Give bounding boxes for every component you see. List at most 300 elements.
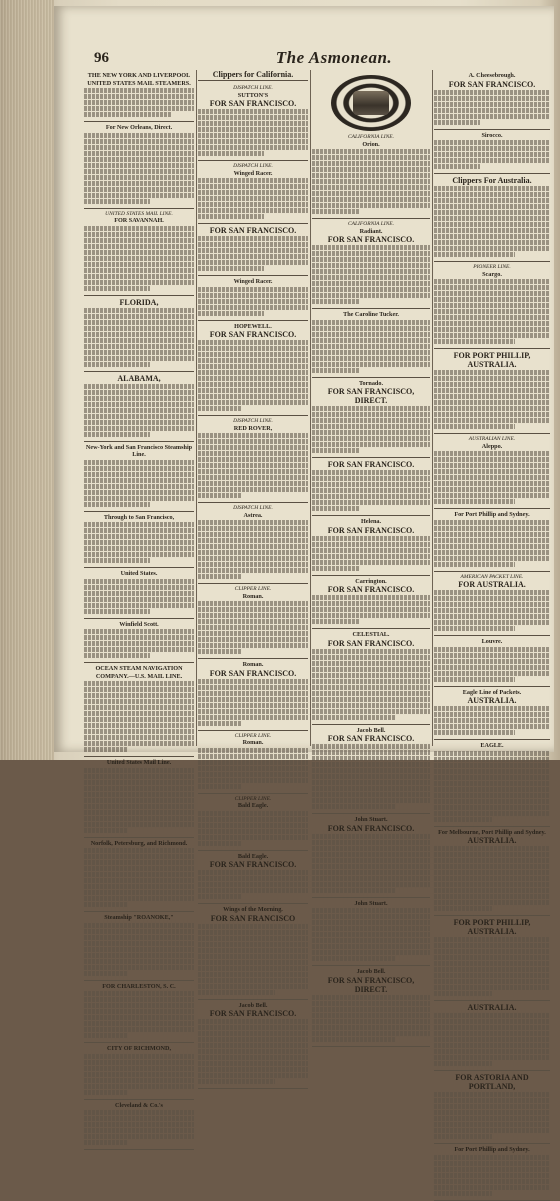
print-line: [84, 426, 194, 431]
print-line: [84, 262, 194, 267]
print-line: [312, 685, 430, 690]
print-line: [84, 522, 194, 527]
print-line: [198, 574, 242, 579]
ad-title: Carrington.: [355, 577, 387, 585]
advertisement: [84, 912, 194, 981]
print-line: [198, 305, 308, 310]
ad-title: CELESTIAL.: [352, 631, 390, 638]
print-line: [198, 1031, 308, 1036]
print-line: [84, 133, 194, 138]
print-line: [198, 772, 308, 777]
print-line: [434, 252, 515, 257]
print-line: [434, 406, 550, 411]
print-line: [84, 145, 194, 150]
print-line: [84, 558, 150, 563]
print-line: [198, 439, 308, 444]
ad-big: FOR SAN FRANCISCO.: [327, 525, 415, 535]
print-line: [84, 414, 194, 419]
advertisement: [312, 725, 430, 815]
print-line: [312, 804, 395, 809]
print-line: [312, 750, 430, 755]
print-line: [198, 942, 308, 947]
print-line: [84, 693, 194, 698]
print-line: [312, 275, 430, 280]
print-line: [434, 544, 550, 549]
print-line: [312, 1031, 430, 1036]
advertisement: [84, 512, 194, 569]
print-line: [198, 493, 242, 498]
print-line: [434, 811, 550, 816]
print-line: [312, 287, 430, 292]
print-line: [84, 585, 194, 590]
print-line: [84, 792, 194, 797]
print-line: [198, 463, 308, 468]
print-line: [198, 613, 308, 618]
print-line: [312, 852, 430, 857]
ad-title: Jacob Bell.: [238, 1001, 268, 1009]
print-line: [84, 735, 194, 740]
print-line: [84, 699, 194, 704]
print-line: [198, 760, 308, 765]
print-line: [434, 596, 550, 601]
print-line: [312, 500, 430, 505]
print-line: [312, 926, 430, 931]
advertisement: [434, 1071, 550, 1144]
print-line: [434, 451, 550, 456]
print-line: [312, 1025, 430, 1030]
print-line: [198, 481, 308, 486]
advertisement: [84, 663, 194, 757]
print-line: [312, 595, 430, 600]
print-line: [84, 729, 194, 734]
print-line: [312, 263, 430, 268]
ad-big: FOR AUSTRALIA.: [458, 580, 526, 589]
print-line: [312, 436, 430, 441]
print-line: [84, 396, 194, 401]
print-line: [434, 487, 550, 492]
print-line: [434, 805, 550, 810]
advertisement: [434, 262, 550, 349]
print-line: [434, 424, 515, 429]
print-line: [84, 923, 194, 928]
ad-ital: CLIPPER LINE.: [234, 586, 272, 592]
print-line: [434, 228, 550, 233]
print-line: [312, 858, 430, 863]
ad-title: Astrea.: [243, 511, 263, 519]
print-line: [434, 493, 550, 498]
print-line: [198, 637, 308, 642]
print-line: [434, 858, 550, 863]
print-line: [434, 602, 550, 607]
print-line: [312, 470, 430, 475]
print-line: [84, 1122, 194, 1127]
print-line: [84, 681, 194, 686]
print-line: [434, 677, 515, 682]
advertisement: [84, 70, 194, 122]
print-line: [312, 715, 395, 720]
print-line: [84, 1033, 128, 1038]
print-line: [198, 376, 308, 381]
print-line: [84, 747, 128, 752]
print-line: [312, 448, 359, 453]
print-line: [84, 157, 194, 162]
print-line: [434, 1019, 550, 1024]
print-line: [198, 457, 308, 462]
print-line: [198, 242, 308, 247]
print-line: [434, 370, 550, 375]
advertisement: [198, 321, 308, 417]
print-line: [198, 562, 308, 567]
print-line: [434, 817, 492, 822]
print-line: [434, 1110, 550, 1115]
ad-title: For Port Phillip and Sydney.: [454, 1146, 530, 1153]
print-line: [312, 251, 430, 256]
print-line: [84, 384, 194, 389]
ad-title: Cleveland & Co.'s: [115, 1101, 163, 1109]
print-line: [434, 769, 550, 774]
print-line: [84, 484, 194, 489]
print-line: [434, 339, 515, 344]
print-line: [198, 1067, 308, 1072]
print-line: [84, 193, 194, 198]
advertisement: [198, 659, 308, 731]
ad-big: FOR SAN FRANCISCO.: [448, 79, 536, 89]
print-line: [84, 1090, 128, 1095]
print-line: [434, 614, 550, 619]
print-line: [84, 1060, 194, 1065]
print-line: [198, 190, 308, 195]
print-line: [434, 532, 550, 537]
print-line: [434, 787, 550, 792]
print-line: [434, 108, 550, 113]
print-line: [84, 350, 194, 355]
column-rule: [432, 70, 433, 746]
print-line: [84, 106, 194, 111]
print-line: [84, 1116, 194, 1121]
print-line: [198, 475, 308, 480]
print-line: [84, 641, 194, 646]
print-line: [84, 810, 194, 815]
print-line: [84, 314, 194, 319]
print-line: [198, 346, 308, 351]
ad-title: Roman.: [242, 592, 264, 600]
print-line: [198, 978, 308, 983]
print-line: [84, 1009, 194, 1014]
print-line: [198, 930, 308, 935]
print-line: [312, 932, 430, 937]
print-line: [434, 556, 550, 561]
print-line: [84, 286, 150, 291]
advertisement: [84, 1100, 194, 1151]
ad-title: Eagle Line of Packets.: [462, 688, 522, 696]
print-line: [434, 114, 550, 119]
print-line: [198, 145, 308, 150]
print-line: [312, 320, 430, 325]
print-line: [312, 167, 430, 172]
print-line: [198, 625, 308, 630]
print-line: [84, 344, 194, 349]
advertisement: [312, 516, 430, 576]
print-line: [312, 655, 430, 660]
print-line: [198, 766, 308, 771]
print-line: [434, 864, 550, 869]
print-line: [198, 133, 308, 138]
print-line: [312, 350, 430, 355]
print-line: [84, 965, 194, 970]
print-line: [312, 995, 430, 1000]
ad-title: Wings of the Morning.: [223, 906, 283, 913]
print-line: [198, 784, 242, 789]
print-line: [198, 721, 242, 726]
print-line: [434, 1043, 550, 1048]
print-line: [312, 338, 430, 343]
print-line: [198, 984, 308, 989]
print-line: [198, 882, 308, 887]
print-line: [84, 100, 194, 105]
print-line: [84, 460, 194, 465]
print-line: [434, 469, 550, 474]
advertisement: [434, 349, 550, 434]
ad-title: FOR CHARLESTON, S. C.: [102, 982, 176, 990]
advertisement: [84, 838, 194, 913]
print-line: [198, 382, 308, 387]
print-line: [84, 362, 150, 367]
ad-ital: PIONEER LINE.: [473, 264, 511, 270]
print-line: [198, 1025, 308, 1030]
ad-title: HOPEWELL.: [234, 322, 272, 330]
print-line: [198, 254, 308, 259]
print-line: [312, 368, 359, 373]
print-line: [434, 1155, 550, 1160]
print-line: [84, 1027, 194, 1032]
print-line: [434, 246, 550, 251]
print-line: [84, 169, 194, 174]
print-line: [198, 520, 308, 525]
print-line: [198, 202, 308, 207]
ad-title: Sirocco.: [481, 131, 503, 139]
print-line: [434, 303, 550, 308]
print-line: [434, 499, 515, 504]
print-line: [312, 703, 430, 708]
print-line: [434, 463, 550, 468]
print-line: [198, 127, 308, 132]
print-line: [312, 506, 359, 511]
advertisement: [434, 827, 550, 917]
advertisement: [84, 757, 194, 838]
print-line: [84, 597, 194, 602]
print-line: [84, 432, 150, 437]
print-line: [434, 659, 550, 664]
print-line: [84, 502, 150, 507]
ad-title: Bald Eagle.: [237, 802, 269, 809]
print-line: [84, 854, 194, 859]
columns: [84, 70, 554, 1153]
print-line: [84, 872, 194, 877]
print-line: [84, 804, 194, 809]
print-line: [434, 1185, 550, 1190]
print-line: [434, 647, 550, 652]
print-line: [312, 406, 430, 411]
ad-big: FOR SAN FRANCISCO.: [209, 226, 297, 235]
advertisement: [84, 296, 194, 372]
print-line: [84, 609, 150, 614]
advertisement: [434, 687, 550, 741]
ad-big: FOR SAN FRANCISCO.: [209, 668, 297, 678]
print-line: [434, 781, 550, 786]
print-line: [312, 709, 430, 714]
print-line: [312, 281, 430, 286]
print-line: [312, 792, 430, 797]
print-line: [198, 1037, 308, 1042]
ad-title: OCEAN STEAM NAVIGATION COMPANY.—U.S. MAIL LINE.: [95, 665, 183, 680]
print-line: [84, 528, 194, 533]
print-line: [84, 1054, 194, 1059]
advertisement: [312, 378, 430, 459]
print-line: [198, 829, 308, 834]
print-line: [84, 941, 194, 946]
print-line: [312, 332, 430, 337]
column-rule: [196, 70, 197, 746]
print-line: [84, 860, 194, 865]
advertisement: [434, 174, 550, 262]
print-line: [84, 929, 194, 934]
print-line: [84, 1021, 194, 1026]
print-line: [434, 309, 550, 314]
print-line: [434, 1161, 550, 1166]
print-line: [434, 1173, 550, 1178]
print-line: [198, 870, 308, 875]
print-line: [312, 780, 430, 785]
print-line: [434, 315, 550, 320]
print-line: [198, 287, 308, 292]
print-line: [434, 222, 550, 227]
print-line: [198, 1049, 308, 1054]
print-line: [84, 1140, 128, 1145]
print-line: [198, 568, 308, 573]
print-line: [434, 1116, 550, 1121]
print-line: [198, 924, 308, 929]
ad-big: FOR SAN FRANCISCO, DIRECT.: [327, 975, 415, 994]
print-line: [434, 870, 550, 875]
print-line: [434, 608, 550, 613]
print-line: [198, 208, 308, 213]
print-line: [312, 299, 359, 304]
print-line: [434, 751, 550, 756]
print-line: [434, 327, 550, 332]
print-line: [198, 556, 308, 561]
print-line: [84, 151, 194, 156]
print-line: [434, 279, 550, 284]
print-line: [84, 1015, 194, 1020]
print-line: [198, 966, 308, 971]
print-line: [84, 953, 194, 958]
print-line: [434, 1025, 550, 1030]
print-line: [312, 554, 430, 559]
print-line: [84, 139, 194, 144]
print-line: [434, 1179, 550, 1184]
ad-title: Winfield Scott.: [119, 620, 159, 628]
print-line: [312, 542, 430, 547]
print-line: [434, 164, 480, 169]
print-line: [312, 203, 430, 208]
print-line: [312, 908, 430, 913]
print-line: [434, 985, 550, 990]
print-line: [84, 687, 194, 692]
print-line: [312, 326, 430, 331]
print-line: [434, 152, 550, 157]
print-line: [198, 445, 308, 450]
print-line: [434, 216, 550, 221]
print-line: [434, 724, 550, 729]
print-line: [84, 1134, 194, 1139]
print-line: [434, 882, 550, 887]
ad-title: Bald Eagle.: [237, 852, 269, 860]
print-line: [312, 661, 430, 666]
print-line: [198, 888, 308, 893]
print-line: [434, 653, 550, 658]
print-line: [84, 540, 194, 545]
print-line: [434, 102, 550, 107]
print-line: [312, 950, 430, 955]
ad-title: United States Mail Line.: [106, 759, 172, 766]
print-line: [312, 149, 430, 154]
print-line: [312, 601, 430, 606]
print-line: [434, 730, 515, 735]
print-line: [198, 607, 308, 612]
advertisement: [198, 584, 308, 659]
print-line: [198, 400, 308, 405]
print-line: [84, 635, 194, 640]
print-line: [434, 900, 550, 905]
ad-title: John Stuart.: [354, 816, 388, 823]
print-line: [312, 762, 430, 767]
print-line: [312, 488, 430, 493]
print-line: [312, 356, 430, 361]
print-line: [84, 320, 194, 325]
print-line: [198, 293, 308, 298]
advertisement: [84, 372, 194, 442]
print-line: [434, 1104, 550, 1109]
advertisement: [84, 568, 194, 619]
print-line: [198, 960, 308, 965]
print-line: [434, 793, 550, 798]
print-line: [434, 333, 550, 338]
print-line: [84, 798, 194, 803]
print-line: [312, 173, 430, 178]
advertisement: [198, 224, 308, 276]
advertisement: [84, 442, 194, 512]
ad-big: ALABAMA,: [117, 373, 161, 383]
print-line: [84, 774, 194, 779]
ad-big: FOR SAN FRANCISCO.: [209, 860, 297, 869]
print-line: [312, 756, 430, 761]
ad-title: United States.: [120, 570, 158, 577]
ad-big: AUSTRALIA.: [467, 1003, 517, 1012]
print-line: [434, 388, 550, 393]
ad-big: FLORIDA,: [119, 297, 159, 307]
ad-title: Roman.: [242, 661, 264, 668]
print-line: [198, 703, 308, 708]
print-line: [198, 433, 308, 438]
print-line: [198, 340, 308, 345]
ad-title: EAGLE.: [480, 742, 504, 749]
ad-big: FOR SAN FRANCISCO.: [209, 99, 297, 108]
advertisement: [434, 740, 550, 827]
print-line: [312, 914, 430, 919]
print-line: [434, 671, 550, 676]
print-line: [198, 311, 264, 316]
print-line: [312, 944, 430, 949]
